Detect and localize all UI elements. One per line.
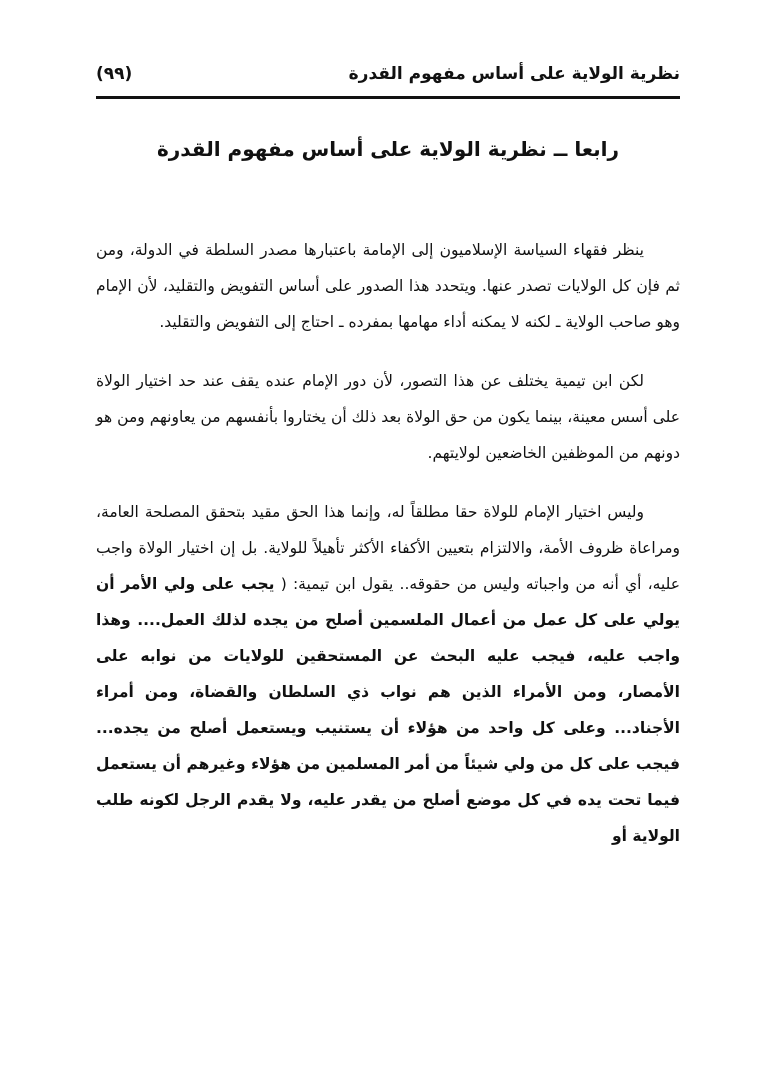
paragraph-2: لكن ابن تيمية يختلف عن هذا التصور، لأن دور الإمام عنده يقف عند حد اختيار الولاة على أسس معينة، بينما يكون من حق الولاة بعد ذلك أن يختاروا بأنفسهم من يعاونهم ومن هو دونهم من الموظفين الخاضعين لولايتهم.: [96, 372, 680, 462]
body-text: [96, 232, 680, 877]
page-number: (٩٩): [96, 64, 133, 84]
header-title: نظرية الولاية على أساس مفهوم القدرة: [348, 64, 680, 84]
section-heading: رابعا ــ نظرية الولاية على أساس مفهوم القدرة: [156, 137, 620, 161]
ibn-taymiyya-quote: يجب على ولي الأمر أن يولي على كل عمل من أعمال الملسمين أصلح من يجده لذلك العمل.... وهذا واجب عليه، فيجب عليه البحث عن المستحقين للولايات من نوابه على الأمصار، ومن الأمراء الذين هم نواب ذي السلطان والقضاة، ومن أمراء الأجناد... وعلى كل واحد من هؤلاء أن يستنيب ويستعمل أصلح من يجده... فيجب على كل من ولي شيئاً من أمر المسلمين من هؤلاء وغيرهم أن يستعمل فيما تحت يده في كل موضع أصلح من يقدر عليه، ولا يقدم الرجل لكونه طلب الولاية أو: [96, 575, 680, 845]
paragraph-3-intro: وليس اختيار الإمام للولاة حقا مطلقاً له، وإنما هذا الحق مقيد بتحقق المصلحة العامة، ومراعاة ظروف الأمة، والالتزام بتعيين الأكفاء الأكثر تأهيلاً للولاية. بل إن اختيار الولاة واجب عليه، أي أنه من واجباته وليس من حقوقه.. يقول ابن تيمية: (: [96, 503, 680, 593]
running-header: [96, 52, 680, 96]
paragraph-1: ينظر فقهاء السياسة الإسلاميون إلى الإمامة باعتبارها مصدر السلطة في الدولة، ومن ثم فإن كل الولايات تصدر عنها. ويتحدد هذا الصدور على أساس التفويض والتقليد، لأن الإمام وهو صاحب الولاية ـ لكنه لا يمكنه أداء مهامها بمفرده ـ احتاج إلى التفويض والتقليد.: [96, 241, 680, 331]
header-divider: [96, 96, 680, 99]
paragraph-3: [96, 494, 680, 854]
